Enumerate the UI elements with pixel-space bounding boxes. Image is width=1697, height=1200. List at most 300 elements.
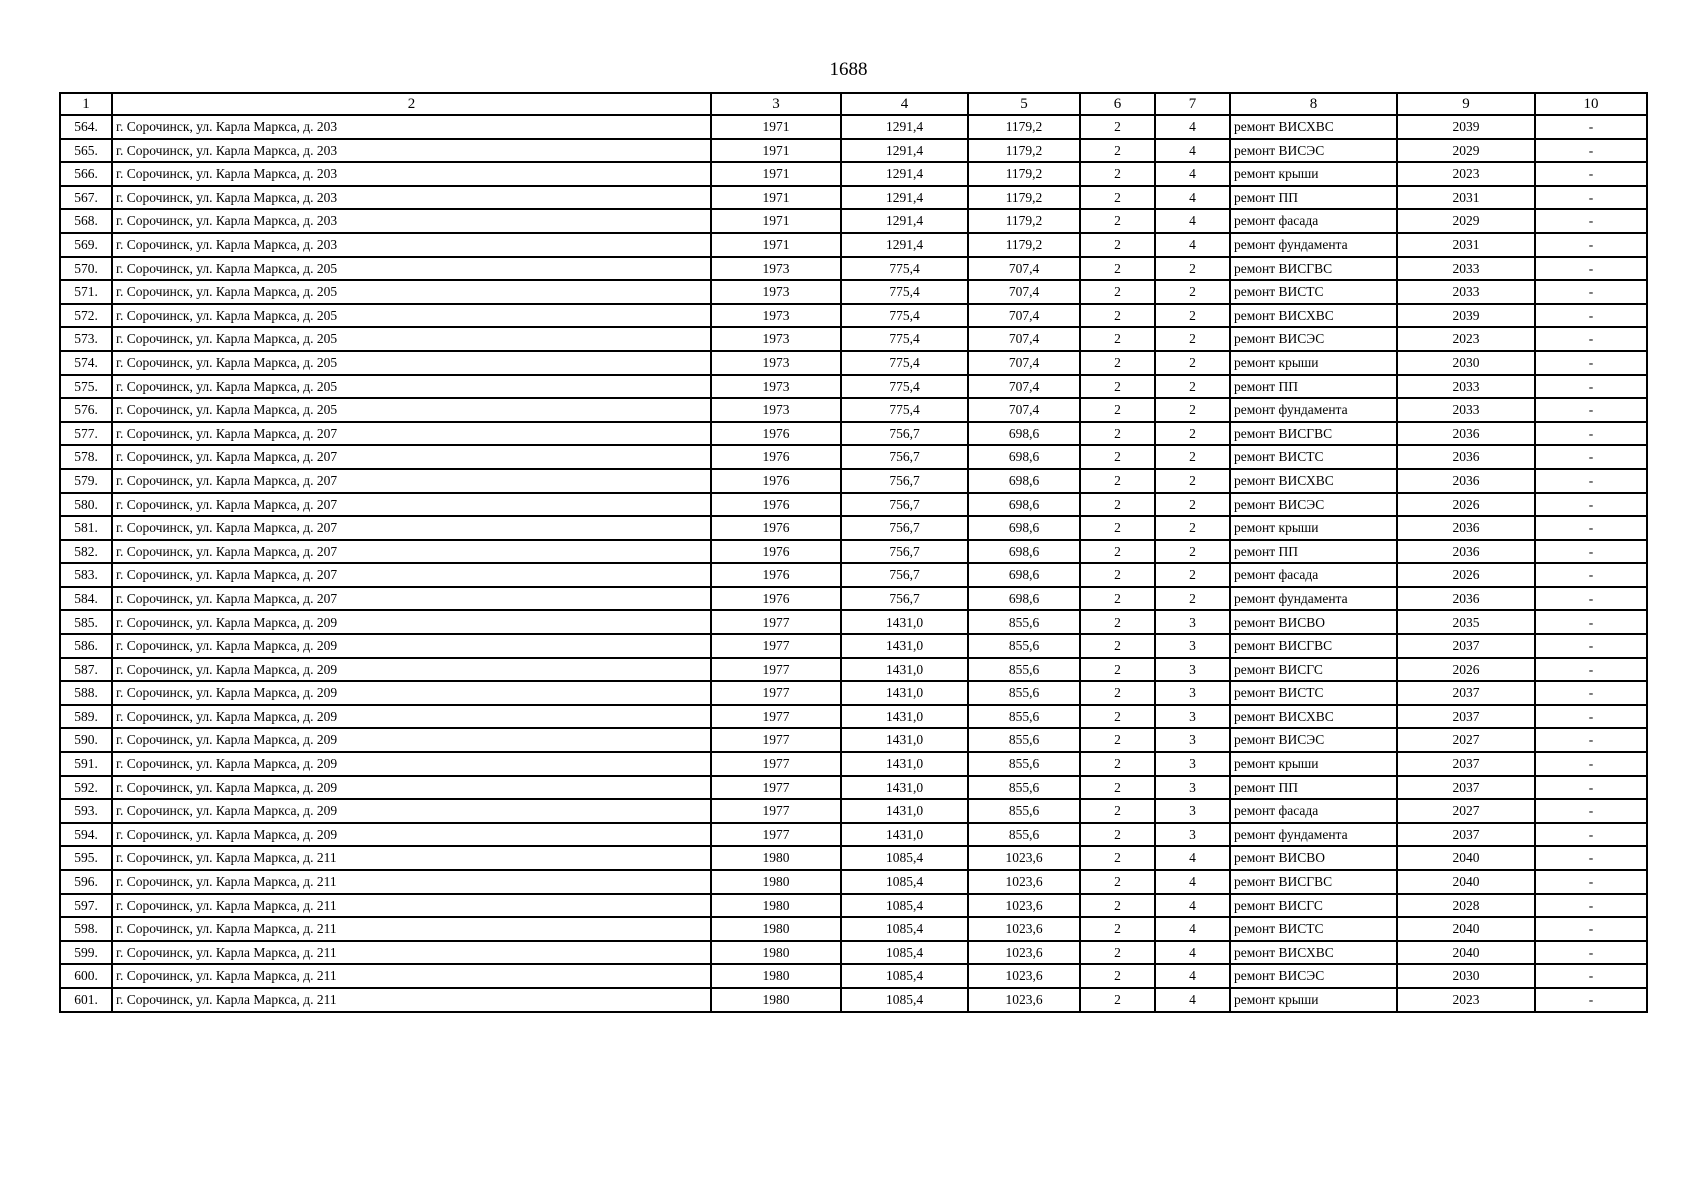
entrances-cell: 4 — [1155, 870, 1230, 894]
row-number-cell: 600. — [60, 964, 112, 988]
address-cell: г. Сорочинск, ул. Карла Маркса, д. 209 — [112, 799, 711, 823]
note-cell: - — [1535, 493, 1647, 517]
note-cell: - — [1535, 894, 1647, 918]
table-row — [60, 681, 1647, 705]
address-cell: г. Сорочинск, ул. Карла Маркса, д. 205 — [112, 375, 711, 399]
column-header: 7 — [1155, 93, 1230, 115]
floors-cell: 2 — [1080, 304, 1155, 328]
note-cell: - — [1535, 257, 1647, 281]
planned-year-cell: 2037 — [1397, 634, 1535, 658]
row-number-cell: 581. — [60, 516, 112, 540]
column-header: 6 — [1080, 93, 1155, 115]
living-area-cell: 1023,6 — [968, 941, 1080, 965]
note-cell: - — [1535, 139, 1647, 163]
entrances-cell: 2 — [1155, 493, 1230, 517]
living-area-cell: 707,4 — [968, 327, 1080, 351]
entrances-cell: 4 — [1155, 209, 1230, 233]
living-area-cell: 1179,2 — [968, 209, 1080, 233]
floors-cell: 2 — [1080, 681, 1155, 705]
total-area-cell: 756,7 — [841, 540, 968, 564]
entrances-cell: 2 — [1155, 280, 1230, 304]
entrances-cell: 4 — [1155, 139, 1230, 163]
floors-cell: 2 — [1080, 752, 1155, 776]
floors-cell: 2 — [1080, 445, 1155, 469]
year-cell: 1977 — [711, 634, 841, 658]
table-row — [60, 917, 1647, 941]
floors-cell: 2 — [1080, 846, 1155, 870]
year-cell: 1976 — [711, 445, 841, 469]
row-number-cell: 584. — [60, 587, 112, 611]
note-cell: - — [1535, 540, 1647, 564]
living-area-cell: 698,6 — [968, 563, 1080, 587]
note-cell: - — [1535, 115, 1647, 139]
address-cell: г. Сорочинск, ул. Карла Маркса, д. 205 — [112, 351, 711, 375]
column-header: 4 — [841, 93, 968, 115]
entrances-cell: 3 — [1155, 658, 1230, 682]
address-cell: г. Сорочинск, ул. Карла Маркса, д. 203 — [112, 186, 711, 210]
work-type-cell: ремонт фундамента — [1230, 823, 1397, 847]
entrances-cell: 2 — [1155, 304, 1230, 328]
total-area-cell: 1431,0 — [841, 681, 968, 705]
row-number-cell: 590. — [60, 728, 112, 752]
row-number-cell: 589. — [60, 705, 112, 729]
entrances-cell: 4 — [1155, 941, 1230, 965]
year-cell: 1977 — [711, 705, 841, 729]
year-cell: 1973 — [711, 327, 841, 351]
work-type-cell: ремонт ВИСХВС — [1230, 705, 1397, 729]
living-area-cell: 855,6 — [968, 681, 1080, 705]
table-row — [60, 563, 1647, 587]
work-type-cell: ремонт ВИСХВС — [1230, 304, 1397, 328]
floors-cell: 2 — [1080, 563, 1155, 587]
row-number-cell: 601. — [60, 988, 112, 1012]
row-number-cell: 566. — [60, 162, 112, 186]
floors-cell: 2 — [1080, 941, 1155, 965]
table-row — [60, 752, 1647, 776]
planned-year-cell: 2027 — [1397, 728, 1535, 752]
note-cell: - — [1535, 705, 1647, 729]
entrances-cell: 2 — [1155, 351, 1230, 375]
living-area-cell: 698,6 — [968, 516, 1080, 540]
row-number-cell: 599. — [60, 941, 112, 965]
work-type-cell: ремонт ВИСХВС — [1230, 941, 1397, 965]
year-cell: 1977 — [711, 776, 841, 800]
address-cell: г. Сорочинск, ул. Карла Маркса, д. 209 — [112, 752, 711, 776]
address-cell: г. Сорочинск, ул. Карла Маркса, д. 211 — [112, 917, 711, 941]
planned-year-cell: 2039 — [1397, 115, 1535, 139]
year-cell: 1971 — [711, 233, 841, 257]
table-row — [60, 728, 1647, 752]
floors-cell: 2 — [1080, 658, 1155, 682]
floors-cell: 2 — [1080, 398, 1155, 422]
table-row — [60, 162, 1647, 186]
total-area-cell: 1431,0 — [841, 728, 968, 752]
row-number-cell: 576. — [60, 398, 112, 422]
total-area-cell: 1431,0 — [841, 610, 968, 634]
entrances-cell: 3 — [1155, 705, 1230, 729]
column-header: 2 — [112, 93, 711, 115]
address-cell: г. Сорочинск, ул. Карла Маркса, д. 209 — [112, 681, 711, 705]
floors-cell: 2 — [1080, 988, 1155, 1012]
floors-cell: 2 — [1080, 705, 1155, 729]
floors-cell: 2 — [1080, 162, 1155, 186]
note-cell: - — [1535, 658, 1647, 682]
table-row — [60, 445, 1647, 469]
floors-cell: 2 — [1080, 587, 1155, 611]
living-area-cell: 1179,2 — [968, 162, 1080, 186]
year-cell: 1971 — [711, 186, 841, 210]
total-area-cell: 756,7 — [841, 422, 968, 446]
table-row — [60, 941, 1647, 965]
address-cell: г. Сорочинск, ул. Карла Маркса, д. 207 — [112, 422, 711, 446]
work-type-cell: ремонт ВИСГВС — [1230, 422, 1397, 446]
note-cell: - — [1535, 752, 1647, 776]
total-area-cell: 1291,4 — [841, 186, 968, 210]
planned-year-cell: 2040 — [1397, 917, 1535, 941]
living-area-cell: 855,6 — [968, 610, 1080, 634]
table-row — [60, 115, 1647, 139]
row-number-cell: 588. — [60, 681, 112, 705]
note-cell: - — [1535, 186, 1647, 210]
planned-year-cell: 2036 — [1397, 469, 1535, 493]
year-cell: 1980 — [711, 917, 841, 941]
entrances-cell: 2 — [1155, 398, 1230, 422]
address-cell: г. Сорочинск, ул. Карла Маркса, д. 207 — [112, 563, 711, 587]
year-cell: 1980 — [711, 870, 841, 894]
table-row — [60, 186, 1647, 210]
planned-year-cell: 2026 — [1397, 658, 1535, 682]
address-cell: г. Сорочинск, ул. Карла Маркса, д. 207 — [112, 469, 711, 493]
work-type-cell: ремонт ВИСТС — [1230, 681, 1397, 705]
row-number-cell: 596. — [60, 870, 112, 894]
year-cell: 1980 — [711, 894, 841, 918]
living-area-cell: 855,6 — [968, 705, 1080, 729]
work-type-cell: ремонт ПП — [1230, 540, 1397, 564]
year-cell: 1977 — [711, 823, 841, 847]
row-number-cell: 577. — [60, 422, 112, 446]
address-cell: г. Сорочинск, ул. Карла Маркса, д. 203 — [112, 233, 711, 257]
work-type-cell: ремонт ВИСХВС — [1230, 469, 1397, 493]
work-type-cell: ремонт ВИСЭС — [1230, 139, 1397, 163]
planned-year-cell: 2026 — [1397, 563, 1535, 587]
row-number-cell: 573. — [60, 327, 112, 351]
row-number-cell: 574. — [60, 351, 112, 375]
living-area-cell: 1023,6 — [968, 894, 1080, 918]
living-area-cell: 855,6 — [968, 728, 1080, 752]
note-cell: - — [1535, 776, 1647, 800]
planned-year-cell: 2036 — [1397, 587, 1535, 611]
work-type-cell: ремонт крыши — [1230, 516, 1397, 540]
planned-year-cell: 2027 — [1397, 799, 1535, 823]
entrances-cell: 4 — [1155, 917, 1230, 941]
living-area-cell: 1179,2 — [968, 139, 1080, 163]
address-cell: г. Сорочинск, ул. Карла Маркса, д. 205 — [112, 398, 711, 422]
work-type-cell: ремонт крыши — [1230, 988, 1397, 1012]
living-area-cell: 698,6 — [968, 469, 1080, 493]
living-area-cell: 855,6 — [968, 658, 1080, 682]
year-cell: 1971 — [711, 162, 841, 186]
total-area-cell: 756,7 — [841, 587, 968, 611]
year-cell: 1973 — [711, 375, 841, 399]
total-area-cell: 1291,4 — [841, 162, 968, 186]
total-area-cell: 756,7 — [841, 563, 968, 587]
work-type-cell: ремонт ВИСГС — [1230, 894, 1397, 918]
total-area-cell: 775,4 — [841, 398, 968, 422]
floors-cell: 2 — [1080, 351, 1155, 375]
year-cell: 1976 — [711, 422, 841, 446]
row-number-cell: 572. — [60, 304, 112, 328]
total-area-cell: 1085,4 — [841, 870, 968, 894]
note-cell: - — [1535, 681, 1647, 705]
living-area-cell: 855,6 — [968, 823, 1080, 847]
entrances-cell: 3 — [1155, 681, 1230, 705]
address-cell: г. Сорочинск, ул. Карла Маркса, д. 207 — [112, 445, 711, 469]
work-type-cell: ремонт ВИСЭС — [1230, 964, 1397, 988]
row-number-cell: 578. — [60, 445, 112, 469]
total-area-cell: 1291,4 — [841, 115, 968, 139]
table-row — [60, 516, 1647, 540]
entrances-cell: 2 — [1155, 563, 1230, 587]
planned-year-cell: 2033 — [1397, 398, 1535, 422]
year-cell: 1971 — [711, 139, 841, 163]
year-cell: 1977 — [711, 799, 841, 823]
total-area-cell: 1291,4 — [841, 233, 968, 257]
note-cell: - — [1535, 563, 1647, 587]
note-cell: - — [1535, 728, 1647, 752]
table-row — [60, 587, 1647, 611]
header-row — [60, 93, 1647, 115]
table-row — [60, 351, 1647, 375]
address-cell: г. Сорочинск, ул. Карла Маркса, д. 205 — [112, 304, 711, 328]
floors-cell: 2 — [1080, 233, 1155, 257]
living-area-cell: 707,4 — [968, 375, 1080, 399]
total-area-cell: 775,4 — [841, 304, 968, 328]
work-type-cell: ремонт фундамента — [1230, 233, 1397, 257]
planned-year-cell: 2029 — [1397, 139, 1535, 163]
year-cell: 1977 — [711, 752, 841, 776]
planned-year-cell: 2033 — [1397, 257, 1535, 281]
planned-year-cell: 2036 — [1397, 540, 1535, 564]
entrances-cell: 2 — [1155, 469, 1230, 493]
planned-year-cell: 2023 — [1397, 327, 1535, 351]
total-area-cell: 1431,0 — [841, 752, 968, 776]
floors-cell: 2 — [1080, 516, 1155, 540]
planned-year-cell: 2023 — [1397, 988, 1535, 1012]
table-row — [60, 493, 1647, 517]
total-area-cell: 1085,4 — [841, 917, 968, 941]
entrances-cell: 4 — [1155, 115, 1230, 139]
living-area-cell: 707,4 — [968, 257, 1080, 281]
table-row — [60, 139, 1647, 163]
work-type-cell: ремонт фундамента — [1230, 398, 1397, 422]
note-cell: - — [1535, 351, 1647, 375]
note-cell: - — [1535, 870, 1647, 894]
address-cell: г. Сорочинск, ул. Карла Маркса, д. 211 — [112, 846, 711, 870]
planned-year-cell: 2036 — [1397, 422, 1535, 446]
floors-cell: 2 — [1080, 964, 1155, 988]
note-cell: - — [1535, 799, 1647, 823]
column-header: 9 — [1397, 93, 1535, 115]
planned-year-cell: 2033 — [1397, 280, 1535, 304]
year-cell: 1971 — [711, 115, 841, 139]
table-body — [60, 115, 1647, 1012]
living-area-cell: 1179,2 — [968, 186, 1080, 210]
planned-year-cell: 2040 — [1397, 870, 1535, 894]
floors-cell: 2 — [1080, 115, 1155, 139]
address-cell: г. Сорочинск, ул. Карла Маркса, д. 209 — [112, 776, 711, 800]
planned-year-cell: 2030 — [1397, 964, 1535, 988]
table-row — [60, 209, 1647, 233]
address-cell: г. Сорочинск, ул. Карла Маркса, д. 209 — [112, 610, 711, 634]
living-area-cell: 698,6 — [968, 445, 1080, 469]
floors-cell: 2 — [1080, 186, 1155, 210]
work-type-cell: ремонт ВИСЭС — [1230, 493, 1397, 517]
planned-year-cell: 2035 — [1397, 610, 1535, 634]
note-cell: - — [1535, 422, 1647, 446]
table-row — [60, 634, 1647, 658]
row-number-cell: 570. — [60, 257, 112, 281]
table-row — [60, 327, 1647, 351]
address-cell: г. Сорочинск, ул. Карла Маркса, д. 207 — [112, 540, 711, 564]
total-area-cell: 1291,4 — [841, 209, 968, 233]
total-area-cell: 1431,0 — [841, 705, 968, 729]
entrances-cell: 2 — [1155, 327, 1230, 351]
entrances-cell: 4 — [1155, 846, 1230, 870]
work-type-cell: ремонт фасада — [1230, 799, 1397, 823]
living-area-cell: 1023,6 — [968, 917, 1080, 941]
address-cell: г. Сорочинск, ул. Карла Маркса, д. 209 — [112, 634, 711, 658]
floors-cell: 2 — [1080, 280, 1155, 304]
entrances-cell: 3 — [1155, 799, 1230, 823]
address-cell: г. Сорочинск, ул. Карла Маркса, д. 211 — [112, 941, 711, 965]
total-area-cell: 775,4 — [841, 327, 968, 351]
floors-cell: 2 — [1080, 799, 1155, 823]
planned-year-cell: 2031 — [1397, 186, 1535, 210]
entrances-cell: 4 — [1155, 988, 1230, 1012]
table-row — [60, 964, 1647, 988]
entrances-cell: 3 — [1155, 823, 1230, 847]
total-area-cell: 1085,4 — [841, 941, 968, 965]
work-type-cell: ремонт ВИСГС — [1230, 658, 1397, 682]
note-cell: - — [1535, 516, 1647, 540]
floors-cell: 2 — [1080, 870, 1155, 894]
year-cell: 1980 — [711, 941, 841, 965]
note-cell: - — [1535, 162, 1647, 186]
note-cell: - — [1535, 375, 1647, 399]
address-cell: г. Сорочинск, ул. Карла Маркса, д. 211 — [112, 988, 711, 1012]
table-row — [60, 776, 1647, 800]
row-number-cell: 568. — [60, 209, 112, 233]
address-cell: г. Сорочинск, ул. Карла Маркса, д. 211 — [112, 894, 711, 918]
living-area-cell: 1179,2 — [968, 233, 1080, 257]
work-type-cell: ремонт крыши — [1230, 162, 1397, 186]
column-header: 5 — [968, 93, 1080, 115]
year-cell: 1980 — [711, 964, 841, 988]
row-number-cell: 579. — [60, 469, 112, 493]
note-cell: - — [1535, 964, 1647, 988]
entrances-cell: 2 — [1155, 375, 1230, 399]
total-area-cell: 1431,0 — [841, 634, 968, 658]
floors-cell: 2 — [1080, 540, 1155, 564]
table-row — [60, 823, 1647, 847]
row-number-cell: 593. — [60, 799, 112, 823]
total-area-cell: 1085,4 — [841, 894, 968, 918]
living-area-cell: 707,4 — [968, 280, 1080, 304]
work-type-cell: ремонт ПП — [1230, 186, 1397, 210]
row-number-cell: 582. — [60, 540, 112, 564]
floors-cell: 2 — [1080, 327, 1155, 351]
planned-year-cell: 2037 — [1397, 823, 1535, 847]
row-number-cell: 598. — [60, 917, 112, 941]
note-cell: - — [1535, 823, 1647, 847]
row-number-cell: 564. — [60, 115, 112, 139]
row-number-cell: 586. — [60, 634, 112, 658]
row-number-cell: 583. — [60, 563, 112, 587]
total-area-cell: 775,4 — [841, 257, 968, 281]
row-number-cell: 591. — [60, 752, 112, 776]
note-cell: - — [1535, 846, 1647, 870]
entrances-cell: 4 — [1155, 162, 1230, 186]
column-header: 1 — [60, 93, 112, 115]
work-type-cell: ремонт фасада — [1230, 209, 1397, 233]
total-area-cell: 1431,0 — [841, 776, 968, 800]
table-row — [60, 304, 1647, 328]
note-cell: - — [1535, 587, 1647, 611]
note-cell: - — [1535, 209, 1647, 233]
floors-cell: 2 — [1080, 139, 1155, 163]
work-type-cell: ремонт ВИСХВС — [1230, 115, 1397, 139]
living-area-cell: 1023,6 — [968, 846, 1080, 870]
floors-cell: 2 — [1080, 375, 1155, 399]
floors-cell: 2 — [1080, 493, 1155, 517]
note-cell: - — [1535, 233, 1647, 257]
year-cell: 1976 — [711, 540, 841, 564]
note-cell: - — [1535, 280, 1647, 304]
row-number-cell: 567. — [60, 186, 112, 210]
floors-cell: 2 — [1080, 894, 1155, 918]
planned-year-cell: 2026 — [1397, 493, 1535, 517]
total-area-cell: 1431,0 — [841, 823, 968, 847]
entrances-cell: 4 — [1155, 233, 1230, 257]
total-area-cell: 756,7 — [841, 469, 968, 493]
year-cell: 1973 — [711, 398, 841, 422]
note-cell: - — [1535, 634, 1647, 658]
living-area-cell: 855,6 — [968, 752, 1080, 776]
living-area-cell: 707,4 — [968, 304, 1080, 328]
floors-cell: 2 — [1080, 823, 1155, 847]
row-number-cell: 594. — [60, 823, 112, 847]
table-row — [60, 233, 1647, 257]
table-row — [60, 280, 1647, 304]
total-area-cell: 775,4 — [841, 351, 968, 375]
year-cell: 1973 — [711, 257, 841, 281]
living-area-cell: 1179,2 — [968, 115, 1080, 139]
row-number-cell: 565. — [60, 139, 112, 163]
entrances-cell: 3 — [1155, 634, 1230, 658]
work-type-cell: ремонт ВИСТС — [1230, 917, 1397, 941]
address-cell: г. Сорочинск, ул. Карла Маркса, д. 209 — [112, 705, 711, 729]
entrances-cell: 2 — [1155, 445, 1230, 469]
address-cell: г. Сорочинск, ул. Карла Маркса, д. 205 — [112, 280, 711, 304]
year-cell: 1977 — [711, 610, 841, 634]
table-row — [60, 705, 1647, 729]
work-type-cell: ремонт ВИСГВС — [1230, 257, 1397, 281]
year-cell: 1973 — [711, 351, 841, 375]
work-type-cell: ремонт крыши — [1230, 351, 1397, 375]
entrances-cell: 3 — [1155, 728, 1230, 752]
table-row — [60, 988, 1647, 1012]
living-area-cell: 707,4 — [968, 398, 1080, 422]
